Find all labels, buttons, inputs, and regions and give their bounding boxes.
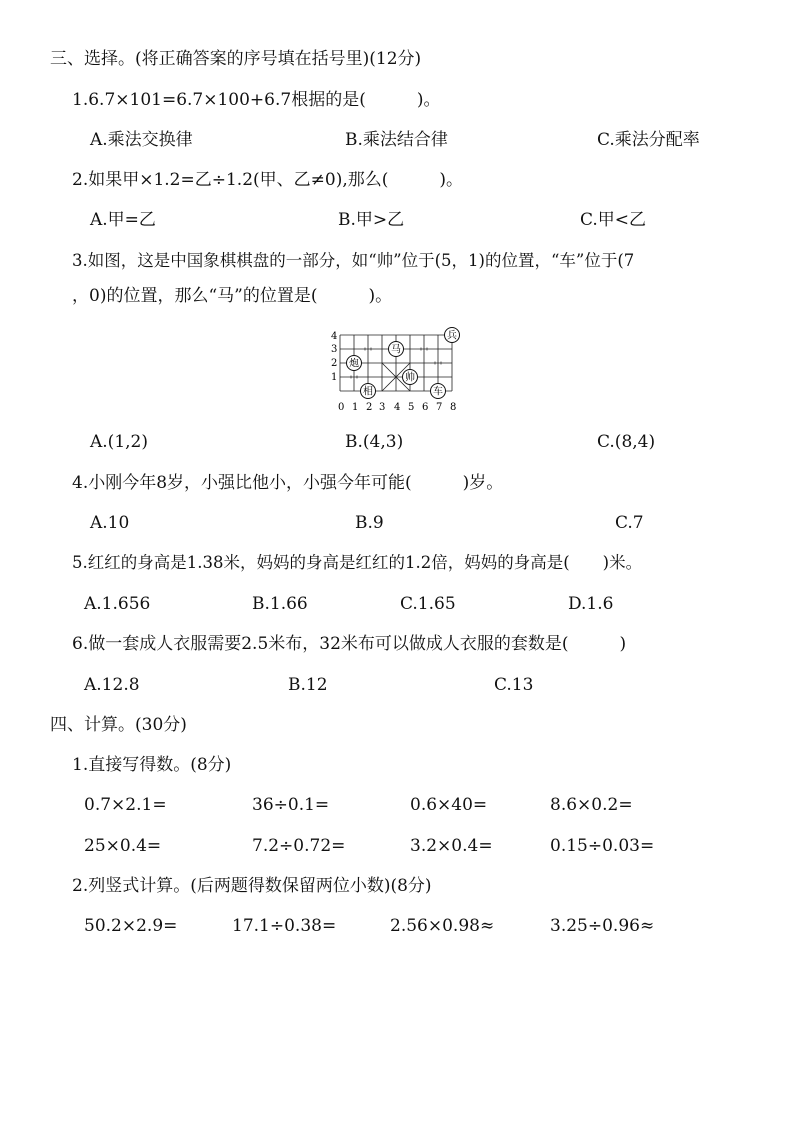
q3-option-c: C.(8,4) [597,432,656,452]
q6-option-b: B.12 [288,675,328,695]
question-6: 6.做一套成人衣服需要2.5米布，32米布可以做成人衣服的套数是( ) [72,634,627,654]
x-label-8: 8 [450,402,457,413]
chess-board-diagram [328,324,468,416]
part2-title: 2.列竖式计算。(后两题得数保留两位小数)(8分) [72,876,432,896]
y-label-4: 4 [331,331,338,342]
piece-label: 兵 [447,330,457,342]
q2-option-a: A.甲=乙 [90,210,156,230]
piece-label: 帅 [405,372,415,384]
question-2: 2.如果甲×1.2=乙÷1.2(甲、乙≠0),那么( )。 [72,170,464,190]
piece-label: 马 [391,344,401,356]
x-label-5: 5 [408,402,415,413]
q5-option-d: D.1.6 [568,594,614,614]
calc-1-3: 0.6×40= [410,795,488,815]
x-label-4: 4 [394,402,401,413]
chess-piece [347,356,362,371]
calc-2-1: 25×0.4= [84,836,162,856]
chess-piece [361,384,376,399]
piece-label: 炮 [349,358,359,370]
board-y-labels [331,331,337,383]
q4-option-b: B.9 [355,513,384,533]
vertical-calc-4: 3.25÷0.96≈ [550,916,655,936]
x-label-3: 3 [379,402,386,413]
chess-piece [431,384,446,399]
section4-heading: 四、计算。(30分) [50,715,187,735]
q5-option-b: B.1.66 [252,594,308,614]
x-label-1: 1 [352,402,359,413]
x-label-2: 2 [366,402,373,413]
q4-option-a: A.10 [90,513,130,533]
y-label-1: 1 [331,372,338,383]
q3-option-a: A.(1,2) [90,432,148,452]
question-3-line2: ，0)的位置，那么“马”的位置是( )。 [72,286,393,306]
q5-option-c: C.1.65 [400,594,456,614]
question-4: 4.小刚今年8岁，小强比他小，小强今年可能( )岁。 [72,473,504,493]
x-label-6: 6 [422,402,429,413]
calc-2-3: 3.2×0.4= [410,836,493,856]
x-label-0: 0 [338,402,345,413]
q6-option-a: A.12.8 [84,675,140,695]
q1-option-a: A.乘法交换律 [90,130,193,150]
q6-option-c: C.13 [494,675,534,695]
q5-option-a: A.1.656 [84,594,151,614]
question-1: 1.6.7×101=6.7×100+6.7根据的是( )。 [72,90,441,110]
calc-1-4: 8.6×0.2= [550,795,633,815]
q2-option-b: B.甲>乙 [338,210,405,230]
calc-1-2: 36÷0.1= [252,795,330,815]
x-label-7: 7 [436,402,443,413]
q1-option-c: C.乘法分配率 [597,130,700,150]
calc-1-1: 0.7×2.1= [84,795,167,815]
piece-label: 车 [433,386,443,398]
board-x-labels [338,402,456,413]
vertical-calc-3: 2.56×0.98≈ [390,916,495,936]
chess-piece [389,342,404,357]
calc-2-4: 0.15÷0.03= [550,836,655,856]
y-label-2: 2 [331,358,338,369]
part1-title: 1.直接写得数。(8分) [72,755,232,775]
q4-option-c: C.7 [615,513,644,533]
piece-label: 相 [363,386,373,398]
y-label-3: 3 [331,344,338,355]
calc-2-2: 7.2÷0.72= [252,836,346,856]
vertical-calc-1: 50.2×2.9= [84,916,178,936]
vertical-calc-2: 17.1÷0.38= [232,916,337,936]
chess-piece [403,370,418,385]
question-3-line1: 3.如图，这是中国象棋棋盘的一部分，如“帅”位于(5，1)的位置，“车”位于(7 [72,251,635,270]
question-5: 5.红红的身高是1.38米，妈妈的身高是红红的1.2倍，妈妈的身高是( )米。 [72,553,643,572]
q2-option-c: C.甲<乙 [580,210,647,230]
q3-option-b: B.(4,3) [345,432,404,452]
section3-heading: 三、选择。(将正确答案的序号填在括号里)(12分) [50,49,422,69]
q1-option-b: B.乘法结合律 [345,130,448,150]
chess-piece [445,328,460,343]
